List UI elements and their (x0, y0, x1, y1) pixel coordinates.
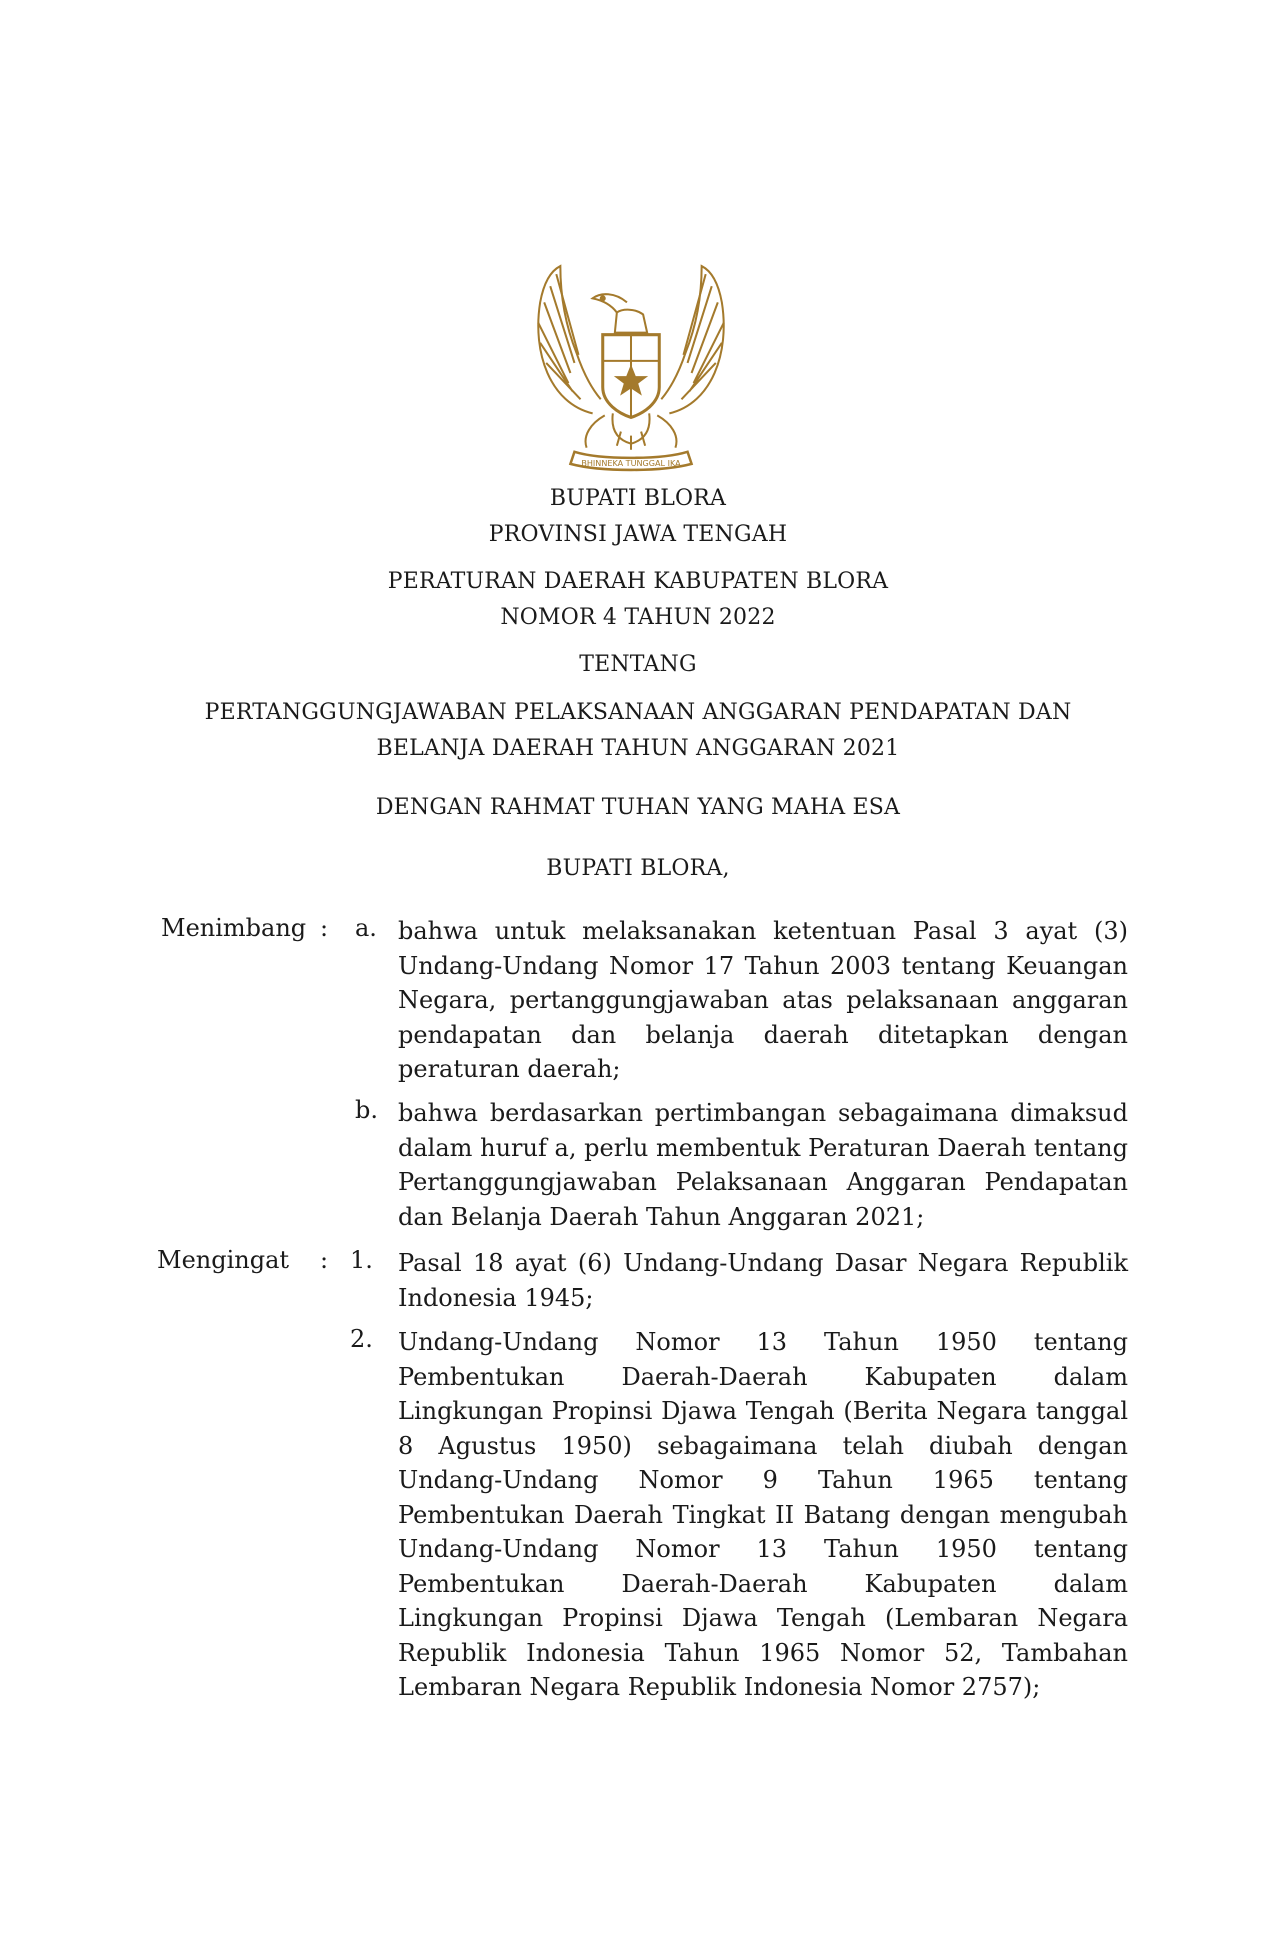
menimbang-marker-b: b. (355, 1096, 378, 1124)
mengingat-marker-1: 1. (350, 1246, 373, 1274)
subject-line-1: PERTANGGUNGJAWABAN PELAKSANAAN ANGGARAN PENDAPATAN DAN (204, 700, 1072, 725)
menimbang-item-b: bahwa berdasarkan pertimbangan sebagaimana dimaksud dalam huruf a, perlu membentuk Peraturan Daerah tentang Pertanggungjawaban Pelaksanaan Anggaran Pendapatan dan Belanja Daerah Tahun Anggaran 2021; (398, 1099, 1128, 1231)
garuda-pancasila-emblem-icon (530, 262, 732, 476)
subject-line-2: BELANJA DAERAH TAHUN ANGGARAN 2021 (376, 736, 900, 761)
menimbang-colon: : (320, 914, 329, 942)
menimbang-marker-a: a. (355, 914, 377, 942)
mengingat-label: Mengingat (157, 1246, 290, 1274)
regent-signature-heading: BUPATI BLORA, (546, 856, 730, 881)
regulation-title: PERATURAN DAERAH KABUPATEN BLORA (387, 569, 889, 594)
regulation-number: NOMOR 4 TAHUN 2022 (500, 605, 776, 630)
province-title: PROVINSI JAWA TENGAH (488, 522, 788, 547)
menimbang-label: Menimbang (161, 914, 307, 942)
regent-title: BUPATI BLORA (549, 486, 727, 511)
mengingat-item-2: Undang-Undang Nomor 13 Tahun 1950 tentang Pembentukan Daerah-Daerah Kabupaten dalam Lingkungan Propinsi Djawa Tengah (Berita Negara tanggal 8 Agustus 1950) sebagaimana telah diubah dengan Undang-Undang Nomor 9 Tahun 1965 tentang Pembentukan Daerah Tingkat II Batang dengan mengubah Undang-Undang Nomor 13 Tahun 1950 tentang Pembentukan Daerah-Daerah Kabupaten dalam Lingkungan Propinsi Djawa Tengah (Lembaran Negara Republik Indonesia Tahun 1965 Nomor 52, Tambahan Lembaran Negara Republik Indonesia Nomor 2757); (398, 1328, 1128, 1701)
emblem-motto: BHINNEKA TUNGGAL IKA (581, 458, 681, 468)
mengingat-marker-2: 2. (350, 1325, 373, 1353)
mengingat-item-1: Pasal 18 ayat (6) Undang-Undang Dasar Negara Republik Indonesia 1945; (398, 1249, 1128, 1312)
about-heading: TENTANG (579, 652, 697, 677)
menimbang-item-a: bahwa untuk melaksanakan ketentuan Pasal 3 ayat (3) Undang-Undang Nomor 17 Tahun 2003 tentang Keuangan Negara, pertanggungjawaban atas pelaksanaan anggaran pendapatan dan belanja daerah ditetapkan dengan peraturan daerah; (398, 917, 1128, 1083)
preamble-line: DENGAN RAHMAT TUHAN YANG MAHA ESA (375, 795, 901, 820)
mengingat-colon: : (320, 1246, 329, 1274)
